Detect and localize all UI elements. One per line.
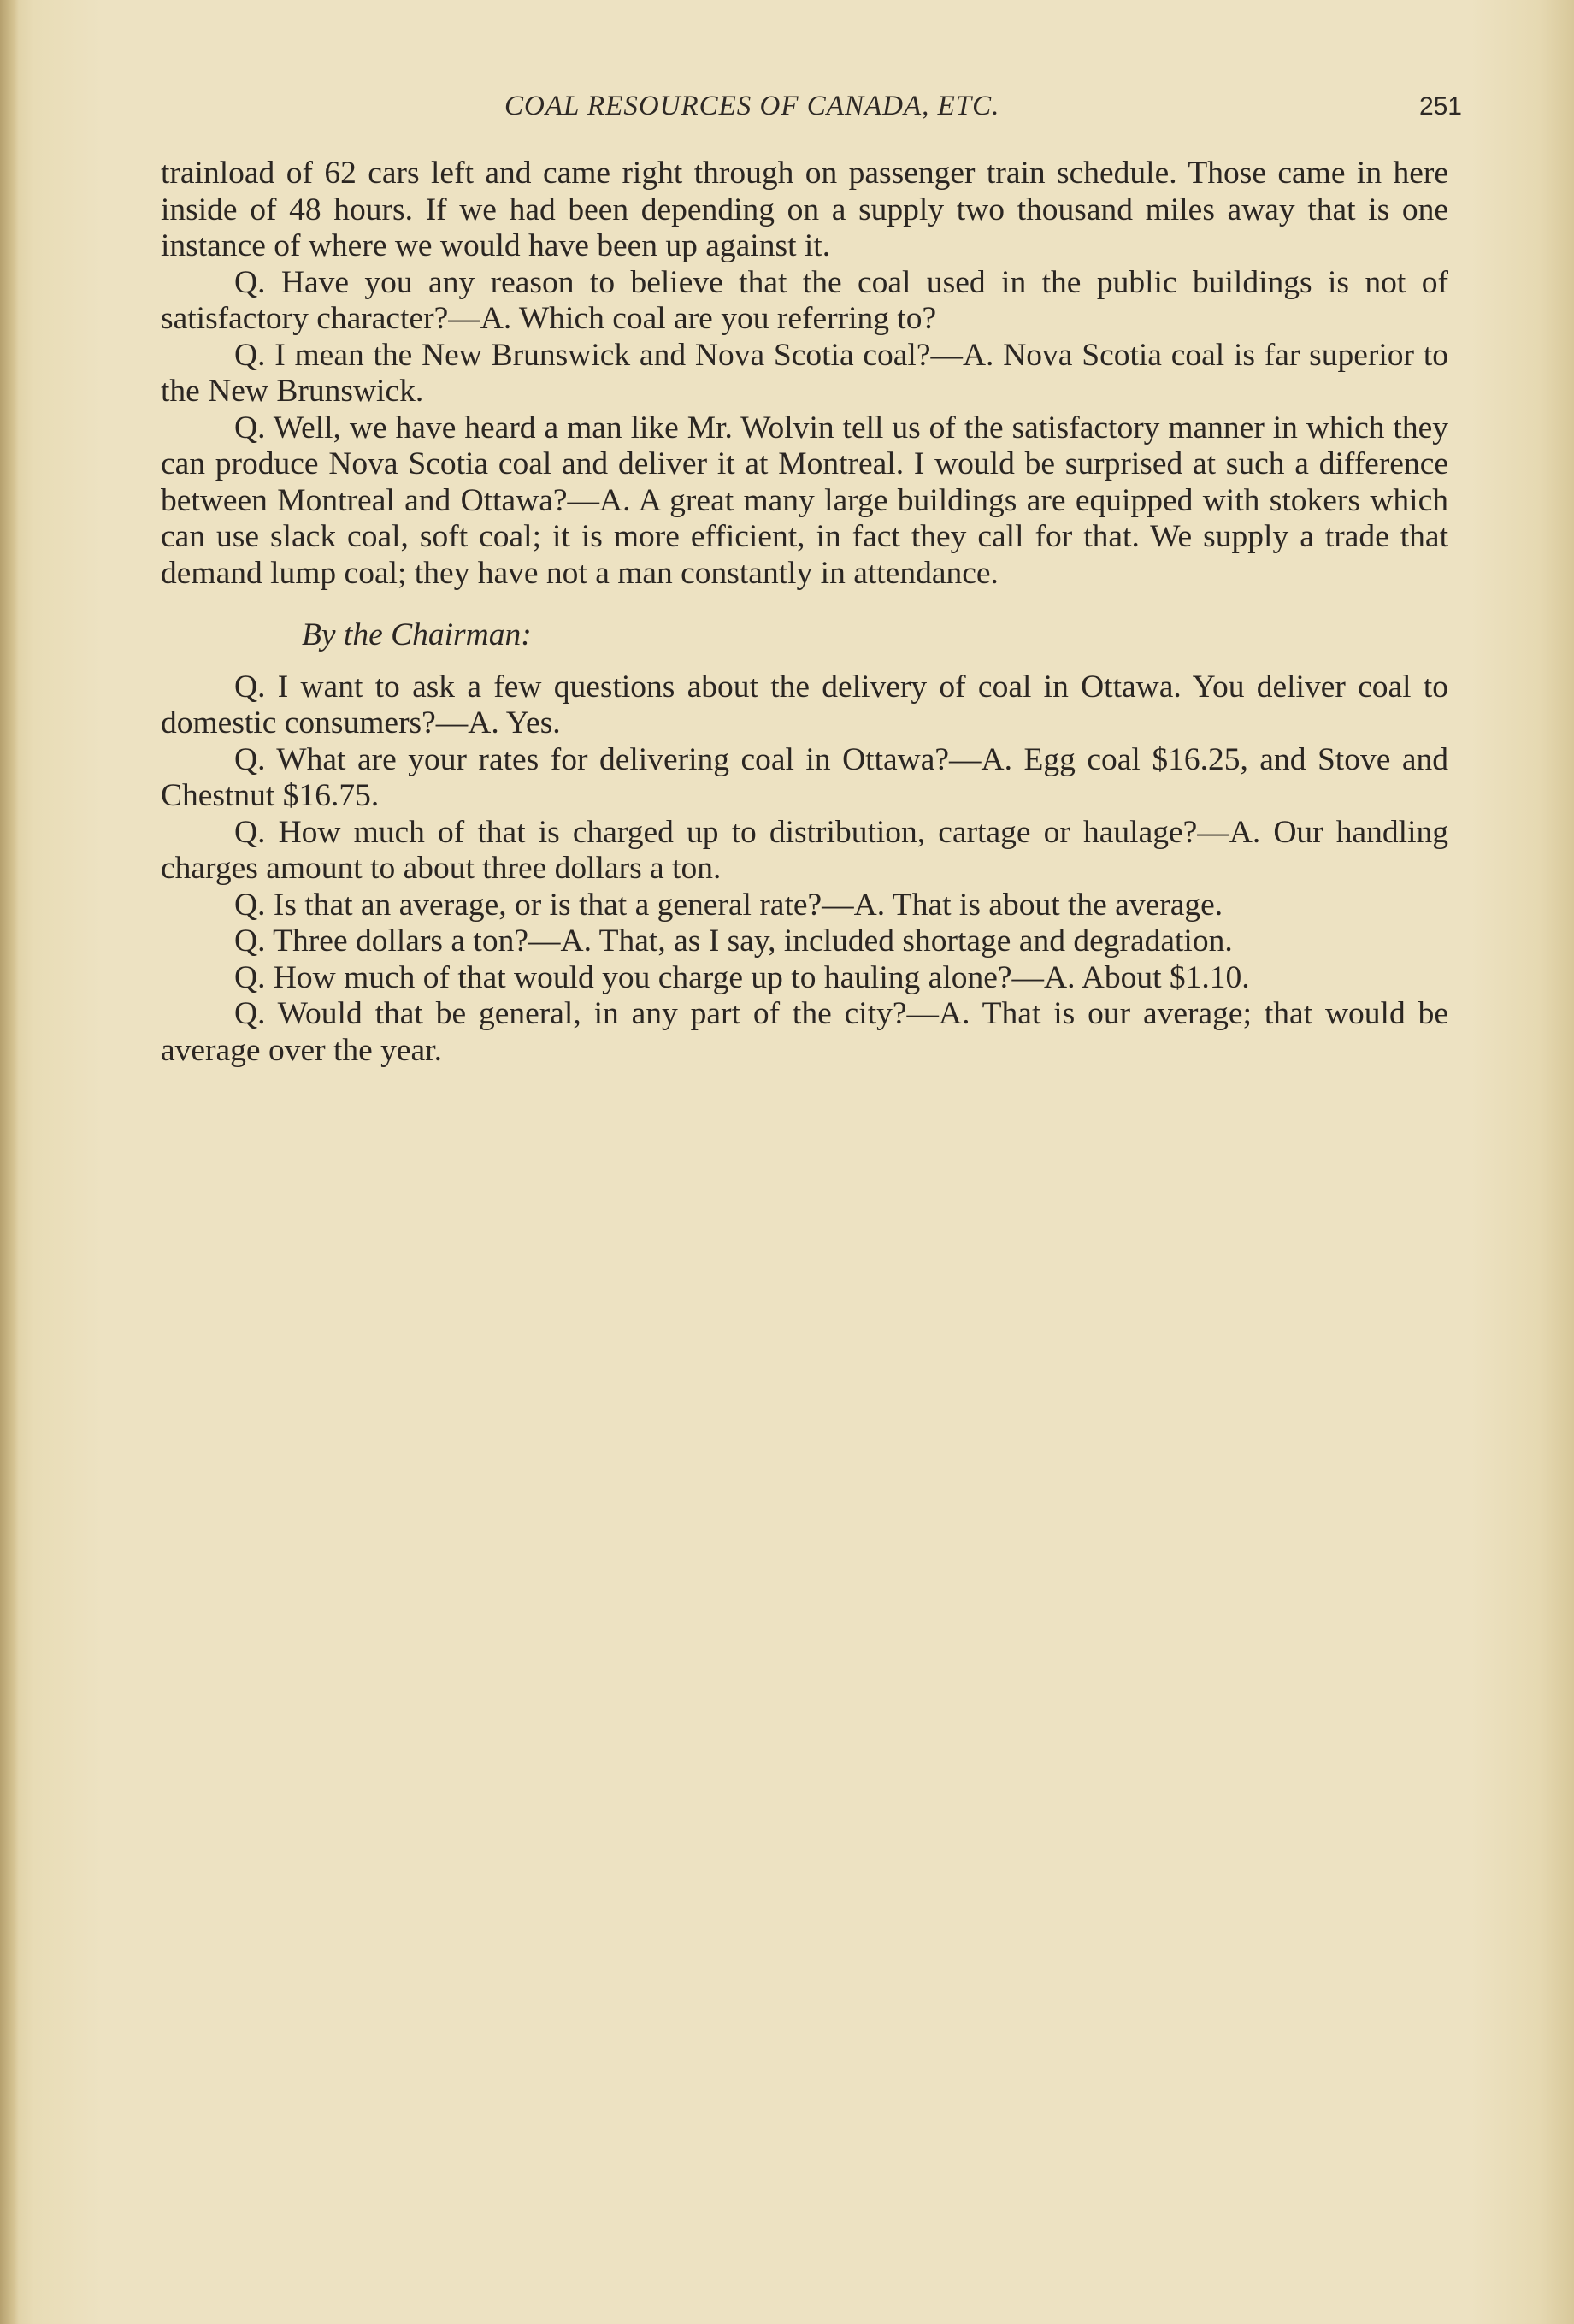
section-heading: By the Chairman: [302,617,532,652]
body-text [161,156,1448,1069]
qa-paragraph: Q. Would that be general, in any part of the city?—A. That is our average; that would be average over the year. [161,996,1448,1068]
qa-paragraph: Q. How much of that is charged up to distribution, cartage or haulage?—A. Our handling charges amount to about three dollars a ton. [161,814,1448,886]
paragraph: Q. Well, we have heard a man like Mr. Wolvin tell us of the satisfactory manner in which they can produce Nova Scotia coal and deliver it at Montreal. I would be surprised at such a difference between Montreal and Ottawa?—A. A great many large buildings are equipped with stokers which can use slack coal, soft coal; it is more efficient, in fact they call for that. We supply a trade that demand lump coal; they have not a man constantly in attendance. [161,410,1448,591]
qa-paragraph: Q. I want to ask a few questions about the delivery of coal in Ottawa. You deliver coal to domestic consumers?—A. Yes. [161,669,1448,740]
running-title: COAL RESOURCES OF CANADA, ETC. [504,91,1000,121]
qa-paragraph: Q. Three dollars a ton?—A. That, as I say, included shortage and degradation. [234,923,1233,959]
qa-paragraph: Q. How much of that would you charge up to hauling alone?—A. About $1.10. [234,959,1250,995]
paragraph: trainload of 62 cars left and came right through on passenger train schedule. Those came in here inside of 48 hours. If we had been depending on a supply two thousand miles away that is one instance of where we would have been up against it. [161,156,1448,263]
qa-paragraph: Q. Is that an average, or is that a general rate?—A. That is about the average. [234,887,1223,923]
paragraph: Q. Have you any reason to believe that the coal used in the public buildings is not of satisfactory character?—A. Which coal are you referring to? [161,264,1448,336]
qa-paragraph: Q. What are your rates for delivering coal in Ottawa?—A. Egg coal $16.25, and Stove and Chestnut $16.75. [161,741,1448,813]
book-spine-shadow [0,0,19,2324]
paragraph: Q. I mean the New Brunswick and Nova Scotia coal?—A. Nova Scotia coal is far superior to the New Brunswick. [161,337,1448,409]
page-number: 251 [1418,92,1462,121]
page-header [162,86,1462,137]
